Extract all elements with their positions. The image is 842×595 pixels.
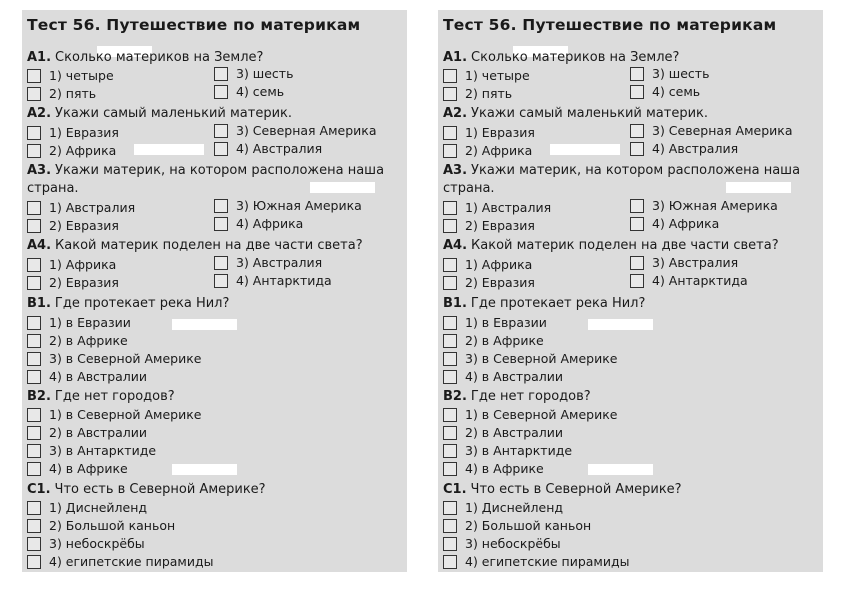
checkbox-icon[interactable]: [27, 408, 41, 422]
checkbox-icon[interactable]: [214, 274, 228, 288]
answer-option[interactable]: 1) Африка: [27, 257, 116, 272]
checkbox-icon[interactable]: [630, 85, 644, 99]
answer-option[interactable]: 4) в Африке: [443, 461, 544, 476]
white-patch: [172, 464, 237, 475]
answer-option[interactable]: 1) Австралия: [27, 200, 135, 215]
answer-option[interactable]: 1) Диснейленд: [443, 500, 563, 515]
answer-option[interactable]: 4) семь: [630, 84, 700, 99]
checkbox-icon[interactable]: [27, 426, 41, 440]
checkbox-icon[interactable]: [214, 85, 228, 99]
checkbox-icon[interactable]: [27, 201, 41, 215]
checkbox-icon[interactable]: [443, 370, 457, 384]
answer-option[interactable]: 4) в Австралии: [443, 369, 563, 384]
answer-option[interactable]: 1) в Северной Америке: [27, 407, 201, 422]
checkbox-icon[interactable]: [214, 256, 228, 270]
checkbox-icon[interactable]: [27, 501, 41, 515]
answer-option[interactable]: 4) в Африке: [27, 461, 128, 476]
checkbox-icon[interactable]: [27, 555, 41, 569]
white-patch: [310, 182, 375, 193]
checkbox-icon[interactable]: [214, 67, 228, 81]
checkbox-icon[interactable]: [443, 316, 457, 330]
checkbox-icon[interactable]: [27, 537, 41, 551]
question-a3-cont: страна.: [27, 181, 79, 196]
answer-option[interactable]: 4) Антарктида: [630, 273, 748, 288]
answer-option[interactable]: 1) Австралия: [443, 200, 551, 215]
question-b1: B1. Где протекает река Нил?: [27, 296, 230, 311]
checkbox-icon[interactable]: [630, 67, 644, 81]
answer-option[interactable]: 1) Африка: [443, 257, 532, 272]
test-sheet-left: [22, 10, 407, 572]
question-a2: A2. Укажи самый маленький материк.: [443, 106, 708, 121]
question-a4: A4. Какой материк поделен на две части света?: [27, 238, 363, 253]
checkbox-icon[interactable]: [27, 316, 41, 330]
answer-option[interactable]: 2) Большой каньон: [443, 518, 591, 533]
answer-option[interactable]: 2) в Африке: [27, 333, 128, 348]
answer-option[interactable]: 2) Евразия: [27, 218, 119, 233]
question-c1: C1. Что есть в Северной Америке?: [27, 482, 266, 497]
checkbox-icon[interactable]: [443, 426, 457, 440]
answer-option[interactable]: 1) Евразия: [443, 125, 535, 140]
answer-option[interactable]: 2) пять: [443, 86, 512, 101]
checkbox-icon[interactable]: [630, 199, 644, 213]
checkbox-icon[interactable]: [214, 124, 228, 138]
answer-option[interactable]: 1) Евразия: [27, 125, 119, 140]
checkbox-icon[interactable]: [630, 217, 644, 231]
checkbox-icon[interactable]: [27, 444, 41, 458]
answer-option[interactable]: 4) в Австралии: [27, 369, 147, 384]
question-a2: A2. Укажи самый маленький материк.: [27, 106, 292, 121]
checkbox-icon[interactable]: [214, 217, 228, 231]
checkbox-icon[interactable]: [27, 462, 41, 476]
white-patch: [588, 464, 653, 475]
answer-option[interactable]: 3) Южная Америка: [214, 198, 362, 213]
answer-option[interactable]: 2) в Австралии: [443, 425, 563, 440]
white-patch: [172, 319, 237, 330]
checkbox-icon[interactable]: [27, 258, 41, 272]
checkbox-icon[interactable]: [27, 219, 41, 233]
checkbox-icon[interactable]: [443, 537, 457, 551]
answer-option[interactable]: 2) Африка: [443, 143, 532, 158]
question-a3: A3. Укажи материк, на котором расположена наша: [27, 163, 385, 178]
answer-option[interactable]: 4) Африка: [630, 216, 719, 231]
checkbox-icon[interactable]: [443, 219, 457, 233]
question-c1: C1. Что есть в Северной Америке?: [443, 482, 682, 497]
question-a1: A1. Сколько материков на Земле?: [27, 50, 264, 65]
answer-option[interactable]: 3) в Антарктиде: [27, 443, 156, 458]
answer-option[interactable]: 4) Австралия: [214, 141, 322, 156]
answer-option[interactable]: 1) Диснейленд: [27, 500, 147, 515]
answer-option[interactable]: 4) семь: [214, 84, 284, 99]
answer-option[interactable]: 1) в Евразии: [443, 315, 547, 330]
answer-option[interactable]: 3) Австралия: [630, 255, 738, 270]
checkbox-icon[interactable]: [443, 555, 457, 569]
checkbox-icon[interactable]: [630, 124, 644, 138]
answer-option[interactable]: 2) Евразия: [27, 275, 119, 290]
question-b1: B1. Где протекает река Нил?: [443, 296, 646, 311]
checkbox-icon[interactable]: [443, 408, 457, 422]
answer-option[interactable]: 2) Африка: [27, 143, 116, 158]
answer-option[interactable]: 3) небоскрёбы: [443, 536, 561, 551]
checkbox-icon[interactable]: [630, 142, 644, 156]
answer-option[interactable]: 1) четыре: [443, 68, 530, 83]
answer-option[interactable]: 2) в Африке: [443, 333, 544, 348]
answer-option[interactable]: 2) пять: [27, 86, 96, 101]
question-a3: A3. Укажи материк, на котором расположена наша: [443, 163, 801, 178]
checkbox-icon[interactable]: [27, 276, 41, 290]
answer-option[interactable]: 4) египетские пирамиды: [27, 554, 214, 569]
question-b2: B2. Где нет городов?: [27, 389, 175, 404]
checkbox-icon[interactable]: [214, 142, 228, 156]
answer-option[interactable]: 1) в Северной Америке: [443, 407, 617, 422]
answer-option[interactable]: 1) четыре: [27, 68, 114, 83]
answer-option[interactable]: 2) Евразия: [443, 218, 535, 233]
checkbox-icon[interactable]: [27, 519, 41, 533]
checkbox-icon[interactable]: [443, 519, 457, 533]
answer-option[interactable]: 3) Северная Америка: [214, 123, 376, 138]
white-patch: [550, 144, 620, 155]
answer-option[interactable]: 4) Антарктида: [214, 273, 332, 288]
question-b2: B2. Где нет городов?: [443, 389, 591, 404]
checkbox-icon[interactable]: [630, 274, 644, 288]
checkbox-icon[interactable]: [27, 334, 41, 348]
question-a1: A1. Сколько материков на Земле?: [443, 50, 680, 65]
white-patch: [588, 319, 653, 330]
answer-option[interactable]: 3) Австралия: [214, 255, 322, 270]
checkbox-icon[interactable]: [27, 87, 41, 101]
checkbox-icon[interactable]: [443, 69, 457, 83]
checkbox-icon[interactable]: [443, 462, 457, 476]
answer-option[interactable]: 2) Большой каньон: [27, 518, 175, 533]
test-sheet-right: [438, 10, 823, 572]
checkbox-icon[interactable]: [27, 69, 41, 83]
white-patch: [726, 182, 791, 193]
question-a4: A4. Какой материк поделен на две части света?: [443, 238, 779, 253]
checkbox-icon[interactable]: [443, 334, 457, 348]
answer-option[interactable]: 3) Южная Америка: [630, 198, 778, 213]
checkbox-icon[interactable]: [214, 199, 228, 213]
answer-option[interactable]: 3) шесть: [214, 66, 293, 81]
answer-option[interactable]: 1) в Евразии: [27, 315, 131, 330]
white-patch: [134, 144, 204, 155]
answer-option[interactable]: 3) Северная Америка: [630, 123, 792, 138]
checkbox-icon[interactable]: [27, 144, 41, 158]
question-a3-cont: страна.: [443, 181, 495, 196]
answer-option[interactable]: 2) в Австралии: [27, 425, 147, 440]
answer-option[interactable]: 3) в Северной Америке: [27, 351, 201, 366]
checkbox-icon[interactable]: [630, 256, 644, 270]
checkbox-icon[interactable]: [27, 370, 41, 384]
checkbox-icon[interactable]: [443, 352, 457, 366]
answer-option[interactable]: 3) в Северной Америке: [443, 351, 617, 366]
checkbox-icon[interactable]: [27, 352, 41, 366]
test-title: Тест 56. Путешествие по материкам: [443, 16, 777, 34]
checkbox-icon[interactable]: [443, 258, 457, 272]
answer-option[interactable]: 3) в Антарктиде: [443, 443, 572, 458]
test-title: Тест 56. Путешествие по материкам: [27, 16, 361, 34]
answer-option[interactable]: 2) Евразия: [443, 275, 535, 290]
checkbox-icon[interactable]: [443, 126, 457, 140]
answer-option[interactable]: 3) шесть: [630, 66, 709, 81]
checkbox-icon[interactable]: [443, 444, 457, 458]
checkbox-icon[interactable]: [443, 87, 457, 101]
answer-option[interactable]: 4) Африка: [214, 216, 303, 231]
answer-option[interactable]: 4) египетские пирамиды: [443, 554, 630, 569]
checkbox-icon[interactable]: [443, 276, 457, 290]
checkbox-icon[interactable]: [443, 144, 457, 158]
answer-option[interactable]: 4) Австралия: [630, 141, 738, 156]
answer-option[interactable]: 3) небоскрёбы: [27, 536, 145, 551]
checkbox-icon[interactable]: [27, 126, 41, 140]
checkbox-icon[interactable]: [443, 501, 457, 515]
checkbox-icon[interactable]: [443, 201, 457, 215]
